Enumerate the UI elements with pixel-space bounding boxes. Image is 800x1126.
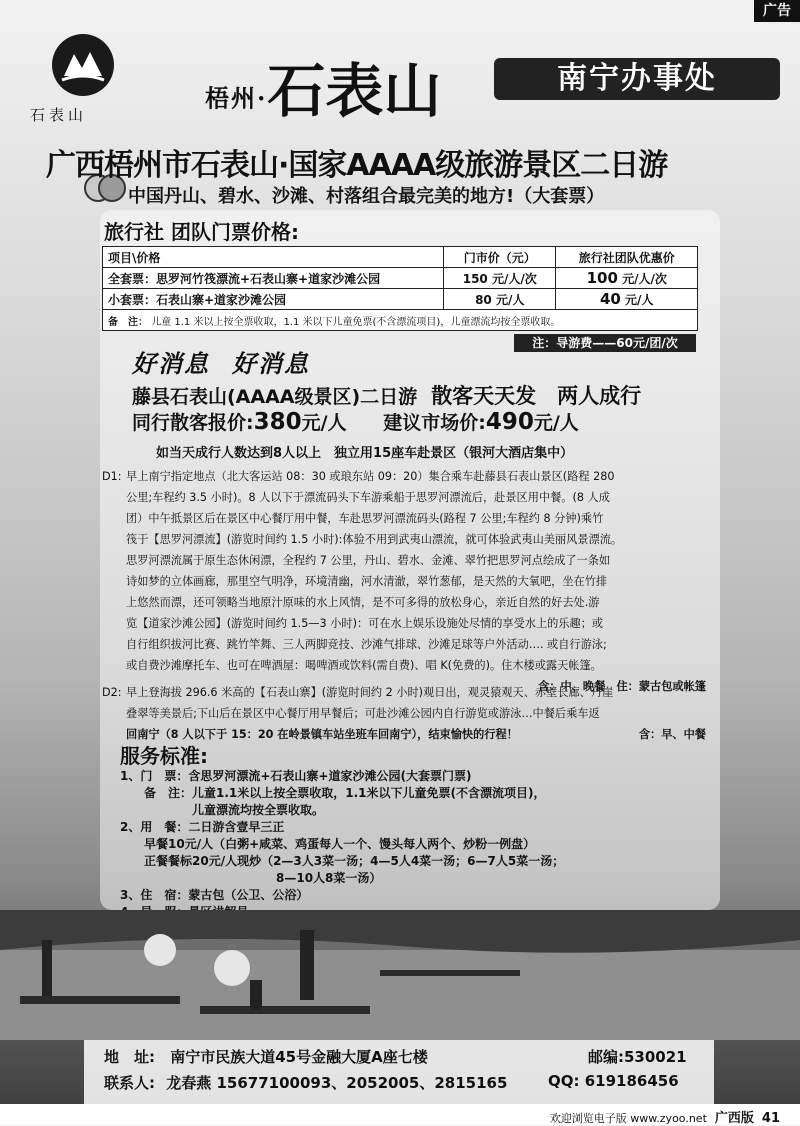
address-label: 地 址:	[104, 1048, 155, 1066]
table-cell: 150 元/人/次	[444, 268, 556, 289]
table-header: 门市价（元）	[444, 247, 556, 268]
address: 南宁市民族大道45号金融大厦A座七楼	[170, 1048, 428, 1066]
discount-price: 100	[586, 269, 618, 287]
table-cell: 小套票：石表山寨+道家沙滩公园	[103, 289, 444, 310]
service-list	[120, 768, 564, 921]
day-label: D2:	[102, 686, 122, 699]
headline: 广西梧州市石表山·国家AAAA级旅游景区二日游	[46, 148, 668, 183]
note-text: 儿童 1.1 米以上按全票收取，1.1 米以下儿童免票(不含漂流项目)，儿童漂流均按全票收取。	[151, 316, 561, 328]
subline: 中国丹山、碧水、沙滩、村落组合最完美的地方!（大套票）	[128, 186, 605, 207]
peer-price: 380	[253, 409, 302, 435]
table-row	[103, 310, 698, 331]
note-label: 备 注：	[108, 316, 148, 328]
day-label: D1:	[102, 470, 122, 483]
itinerary-line: 览【道家沙滩公园】(游览时间约 1.5—3 小时)：可在水上娱乐设施处尽情的享受水上的乐趣；或	[126, 617, 604, 630]
itinerary-line: 团）中午抵景区后在景区中心餐厅用中餐，车赴思罗河漂流码头(路程 7 公里;车程约 8 分钟)乘竹	[126, 512, 604, 525]
logo-text: 石表山	[30, 106, 88, 124]
brand-title	[205, 44, 441, 128]
table-note	[103, 310, 698, 331]
good-news-2: 好消息	[232, 349, 310, 378]
qq-number: QQ: 619186456	[548, 1072, 679, 1090]
service-line: 3、住 宿：蒙古包（公卫、公浴）	[120, 888, 309, 902]
discount-price: 40	[599, 290, 621, 308]
table-row	[103, 268, 698, 289]
address-line	[104, 1046, 428, 1067]
service-line: 正餐餐标20元/人现炒（2—3人3菜一汤；4—5人4菜一汤；6—7人5菜一汤；	[120, 854, 565, 868]
meals-day2: 含：早、中餐	[638, 728, 706, 741]
market-price: 490	[485, 409, 534, 435]
footer	[550, 1107, 780, 1126]
service-line: 1、门 票：含思罗河漂流+石表山寨+道家沙滩公园(大套票门票)	[120, 769, 472, 783]
itinerary-line: 叠翠等美景后;下山后在景区中心餐厅用早餐后；可赴沙滩公园内自行游览或游泳…中餐后乘车返	[126, 707, 600, 720]
contact-label: 联系人:	[104, 1074, 155, 1092]
contact-person: 龙春燕 15677100093、2052005、2815165	[166, 1074, 508, 1092]
price-line	[132, 408, 579, 435]
river-rafting-photo	[0, 910, 800, 1040]
itinerary-line: 上悠然而漂，还可领略当地原汁原味的水上风情，是不可多得的放松身心，亲近自然的好去处.游	[126, 596, 600, 609]
table-header: 旅行社团队优惠价	[556, 247, 698, 268]
discount-unit: 元/人/次	[622, 272, 667, 286]
service-title: 服务标准:	[120, 744, 208, 768]
itinerary-line	[102, 682, 706, 703]
price-table	[102, 246, 698, 331]
zip-code: 邮编:530021	[588, 1048, 687, 1066]
contact-line	[104, 1072, 507, 1093]
itinerary-line: 自行组织拔河比赛、跳竹竿舞、三人两脚竞技、沙滩气排球、沙滩足球等户外活动…. 或自行游泳;	[126, 638, 607, 651]
market-price-label: 建议市场价:	[383, 412, 486, 434]
service-line: 早餐10元/人（白粥+咸菜、鸡蛋每人一个、馒头每人两个、炒粉一例盘）	[120, 837, 536, 851]
itinerary-line: 思罗河漂流属于原生态休闲漂，全程约 7 公里，丹山、碧水、金滩、翠竹把思罗河点绘成了一条如	[126, 554, 611, 567]
meals-day1: 含：中、晚餐 住：蒙古包或帐篷	[538, 680, 706, 693]
peer-price-label: 同行散客报价:	[132, 412, 254, 434]
table-cell	[556, 289, 698, 310]
itinerary-line: 公里;车程约 3.5 小时)。8 人以下于漂流码头下车游乘船于思罗河漂流后，赴景区用中餐。(8 人成	[126, 491, 610, 504]
itinerary-text: 早上南宁指定地点（北大客运站 08：30 或琅东站 09：20）集合乘车赴藤县石表山景区(路程 280	[126, 470, 615, 483]
table-cell	[556, 268, 698, 289]
discount-unit: 元/人	[625, 293, 654, 307]
service-line: 儿童漂流均按全票收取。	[120, 803, 325, 817]
market-price-unit: 元/人	[533, 412, 579, 434]
good-news	[132, 344, 332, 379]
service-line: 备 注：儿童1.1米以上按全票收取，1.1米以下儿童免票(不含漂流项目)，	[120, 786, 546, 800]
table-row	[103, 247, 698, 268]
itinerary-line	[102, 466, 706, 487]
itinerary-line: 筏于【思罗河漂流】(游览时间约 1.5 小时):体验不用到武夷山漂流，就可体验武夷山美丽风景漂流。	[126, 533, 623, 546]
tour-line	[132, 380, 641, 410]
service-line: 8—10人8菜一汤）	[120, 871, 382, 885]
itinerary-line: 或自费沙滩摩托车、也可在啤酒屋：喝啤酒或饮料(需自费)、唱 K(免费的)。住木楼或露天帐篷。	[126, 659, 602, 672]
peer-price-unit: 元/人	[301, 412, 347, 434]
guide-fee-badge: 注：导游费——60元/团/次	[514, 334, 696, 352]
itinerary-text: 早上登海拔 296.6 米高的【石表山寨】(游览时间约 2 小时)观日出，观灵猿观天、赤壁长廊、丹崖	[126, 686, 614, 699]
price-title: 旅行社 团队门票价格:	[104, 220, 299, 244]
itinerary-day1	[102, 466, 706, 697]
page-number: 41	[761, 1111, 780, 1126]
itinerary-line: 诗如梦的立体画廊，那里空气明净，环境清幽，河水清澈，翠竹葱郁，是天然的大氧吧，坐在竹排	[126, 575, 608, 588]
table-header: 项目\价格	[103, 247, 444, 268]
tour-name: 藤县石表山(AAAA级景区)二日游	[132, 386, 418, 408]
good-news-1: 好消息	[132, 349, 210, 378]
brand-prefix: 梧州·	[205, 83, 268, 113]
footer-edition: 广西版	[714, 1111, 754, 1126]
itinerary-text: 回南宁（8 人以下于 15：20 在岭景镇车站坐班车回南宁），结束愉快的行程！	[126, 728, 518, 741]
brand-name: 石表山	[267, 57, 442, 125]
ad-tag: 广告	[754, 0, 800, 22]
service-line: 2、用 餐：二日游含壹早三正	[120, 820, 285, 834]
group-note: 如当天成行人数达到8人以上 独立用15座车赴景区（银河大酒店集中）	[156, 446, 574, 461]
table-row	[103, 289, 698, 310]
table-cell: 80 元/人	[444, 289, 556, 310]
mountain-logo-icon	[52, 34, 114, 96]
itinerary-day2	[102, 682, 706, 745]
office-badge: 南宁办事处	[494, 58, 780, 100]
tour-departure: 散客天天发 两人成行	[431, 384, 642, 408]
table-cell: 全套票：思罗河竹筏漂流+石表山寨+道家沙滩公园	[103, 268, 444, 289]
footer-site: 欢迎浏览电子版 www.zyoo.net	[549, 1112, 707, 1125]
